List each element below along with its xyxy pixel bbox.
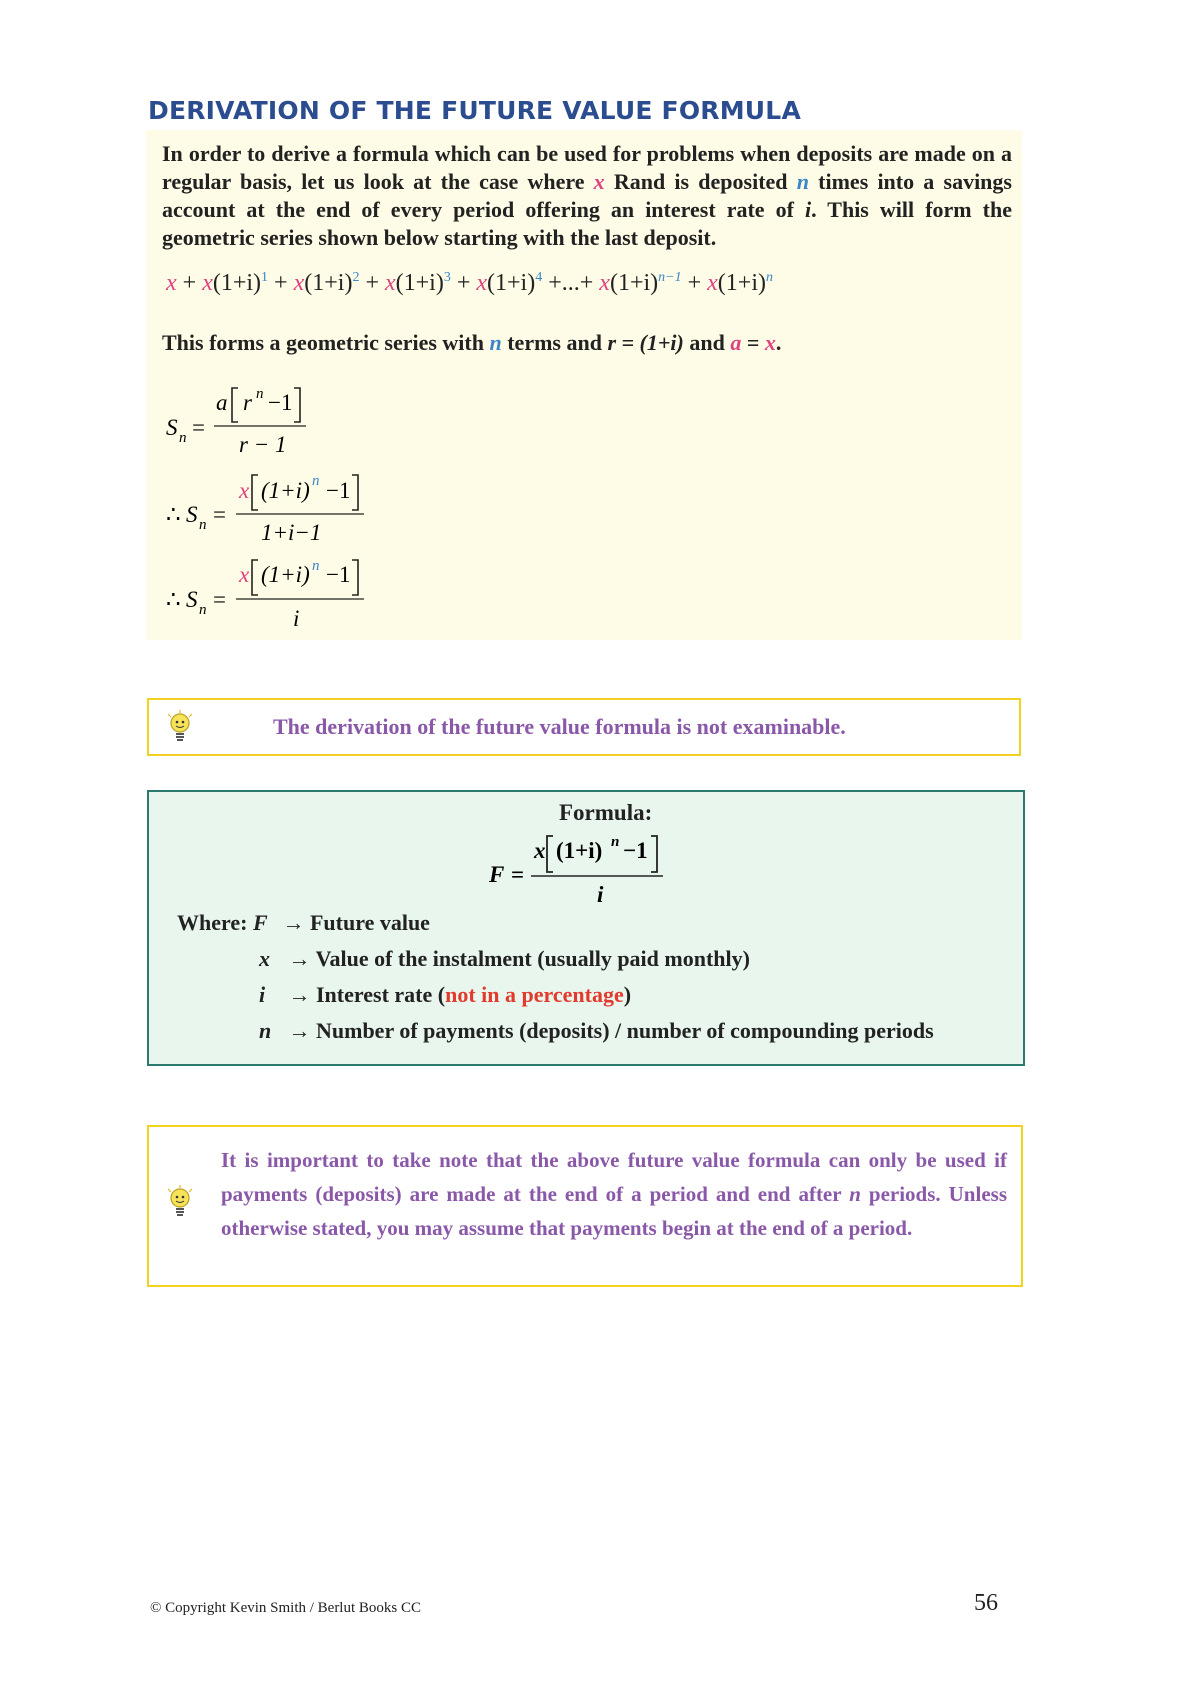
equation-sn-general <box>166 386 306 457</box>
svg-text:a: a <box>216 390 228 415</box>
note-payment-timing <box>147 1125 1023 1287</box>
lightbulb-icon <box>163 710 197 746</box>
geometric-series-statement: This forms a geometric series with n terms and r = (1+i) and a = x. <box>162 330 782 355</box>
svg-text:=: = <box>192 415 205 440</box>
note-not-examinable <box>147 698 1021 756</box>
svg-text:(1+i): (1+i) <box>261 478 310 503</box>
page-title: DERIVATION OF THE FUTURE VALUE FORMULA <box>148 96 801 125</box>
svg-text:S: S <box>186 587 198 612</box>
svg-text:r − 1: r − 1 <box>239 432 287 457</box>
svg-text:n: n <box>256 386 264 402</box>
svg-text:−1: −1 <box>326 562 351 587</box>
svg-text:∴: ∴ <box>166 502 181 527</box>
equation-sn-substituted <box>166 473 364 545</box>
geometric-series-expression: $x + x(1+i)^1 + x(1+i)^2 + x(1+i)^3 + x(1+i)^4$ +...+ $x(1+i)^{n-1} + x(1+i)^n$ <box>166 270 773 296</box>
svg-text:−1: −1 <box>268 390 293 415</box>
future-value-formula <box>149 792 1027 912</box>
svg-text:x: x <box>534 838 546 863</box>
svg-text:i: i <box>597 882 604 907</box>
svg-text:r: r <box>243 390 252 415</box>
where-item-f: Where: F → Future value <box>177 910 430 935</box>
svg-text:(1+i): (1+i) <box>556 838 603 863</box>
svg-text:−1: −1 <box>326 478 351 503</box>
svg-text:S: S <box>186 502 198 527</box>
svg-text:F: F <box>489 862 505 887</box>
derivation-box <box>146 130 1022 640</box>
note-text: It is important to take note that the above future value formula can only be used if payments (deposits) are made at the end of a period and end after n periods. Unless otherwise stated, you may assume that payments begin at the end of a period. <box>221 1148 1007 1240</box>
svg-text:n: n <box>312 558 320 574</box>
svg-text:=: = <box>213 502 226 527</box>
svg-text:S: S <box>166 415 178 440</box>
formula-title: Formula: <box>559 800 653 825</box>
copyright-footer: © Copyright Kevin Smith / Berlut Books CC <box>150 1600 421 1616</box>
note-text: The derivation of the future value formula is not examinable. <box>273 714 846 739</box>
equation-sn-simplified <box>166 558 364 631</box>
page-number: 56 <box>974 1590 998 1616</box>
svg-text:x: x <box>239 478 250 503</box>
svg-text:n: n <box>199 517 207 533</box>
intro-paragraph: In order to derive a formula which can be used for problems when deposits are made on a regular basis, let us look at the case where x Rand is deposited n times into a savings account at the end of every period offering an interest rate of i. This will form the geometric series shown below starting with the last deposit. <box>162 141 1012 250</box>
where-item-x: x → Value of the instalment (usually paid monthly) <box>259 946 750 971</box>
svg-text:=: = <box>213 587 226 612</box>
svg-text:i: i <box>293 606 300 631</box>
svg-text:n: n <box>312 473 320 489</box>
where-item-n: n → Number of payments (deposits) / number of compounding periods <box>259 1018 934 1043</box>
svg-text:x: x <box>239 562 250 587</box>
svg-text:n: n <box>179 430 187 446</box>
svg-text:n: n <box>199 602 207 618</box>
svg-text:=: = <box>511 862 525 887</box>
derivation-equations <box>146 130 1022 640</box>
svg-text:∴: ∴ <box>166 587 181 612</box>
where-item-i: i → Interest rate (not in a percentage) <box>259 982 632 1007</box>
lightbulb-icon <box>163 1185 197 1221</box>
formula-box <box>147 790 1025 1066</box>
svg-text:−1: −1 <box>623 838 648 863</box>
svg-text:1+i−1: 1+i−1 <box>261 520 322 545</box>
svg-text:n: n <box>611 834 620 850</box>
svg-text:(1+i): (1+i) <box>261 562 310 587</box>
